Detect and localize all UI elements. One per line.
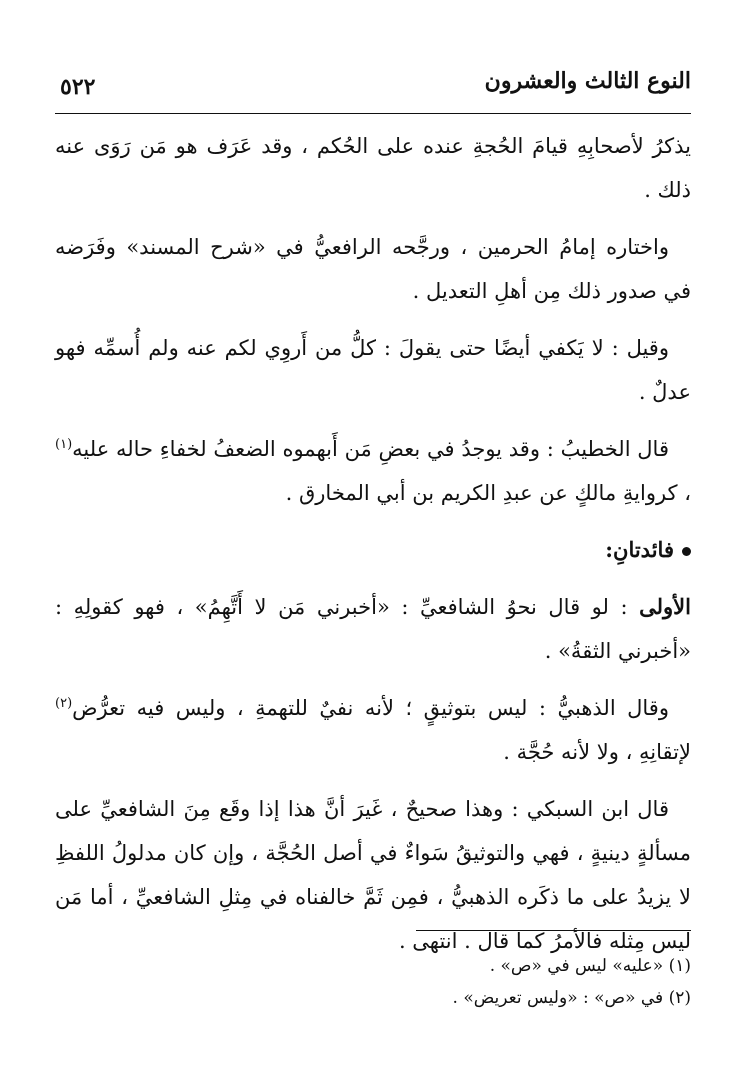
paragraph-5-text: : لو قال نحوُ الشافعيِّ : «أخبرني مَن لا أَتَّهِمُ» ، فهو كقولِهِ : «أخبرني الثقةُ» .	[55, 595, 691, 663]
running-header	[60, 60, 691, 110]
paragraph-2: واختاره إمامُ الحرمين ، ورجَّحه الرافعيُّ في «شرح المسند» وفَرَضه في صدور ذلك مِن أهلِ التعديل .	[55, 235, 691, 303]
paragraph-4	[55, 427, 691, 515]
footnote-1: (١) «عليه» ليس في «ص» .	[489, 956, 691, 976]
section-heading	[55, 528, 691, 572]
header-rule	[55, 113, 691, 114]
footnote-rule	[416, 930, 691, 931]
paragraph-7: قال ابن السبكي : وهذا صحيحٌ ، غَيرَ أنَّ هذا إذا وقَع مِنَ الشافعيِّ على مسألةٍ دينيةٍ ، فهي والتوثيقُ سَواءٌ في أصل الحُجَّة ، وإن كان مدلولُ اللفظِ لا يزيدُ على ما ذكَره الذهبيُّ ، فمِن ثَمَّ خالفناه في مِثلِ الشافعيِّ ، أما مَن ليس مِثله فالأمرُ كما قال . انتهى .	[55, 797, 691, 953]
paragraph-6-text-end: لإتقانِهِ ، ولا لأنه حُجَّة .	[503, 740, 691, 764]
paragraph-5-lead: الأولى	[639, 594, 691, 619]
footnote-marker-2: (٢)	[55, 696, 73, 711]
paragraph-6-text: وقال الذهبيُّ : ليس بتوثيقٍ ؛ لأنه نفيٌ للتهمةِ ، وليس فيه تعرُّض	[72, 696, 669, 720]
main-text	[55, 124, 691, 976]
section-heading-text: فائدتانِ:	[605, 537, 674, 562]
paragraph-6	[55, 686, 691, 774]
paragraph-1: يذكرُ لأصحابِهِ قيامَ الحُجةِ عنده على الحُكم ، وقد عَرَف هو مَن رَوَى عنه ذلك .	[55, 134, 691, 202]
paragraph-4-text: قال الخطيبُ : وقد يوجدُ في بعضِ مَن أَبهموه الضعفُ لخفاءِ حاله عليه	[72, 437, 669, 461]
paragraph-4-text-end: ، كروايةِ مالكٍ عن عبدِ الكريم بن أبي المخارق .	[285, 481, 691, 505]
footnote-marker-1: (١)	[55, 437, 73, 452]
bullet-icon	[682, 547, 691, 556]
paragraph-5	[55, 585, 691, 673]
paragraph-3: وقيل : لا يَكفي أيضًا حتى يقولَ : كلُّ من أَروِي لكم عنه ولم أُسمِّه فهو عدلٌ .	[55, 336, 691, 404]
page-number: ٥٢٢	[60, 74, 96, 100]
footnote-2: (٢) في «ص» : «وليس تعريض» .	[452, 988, 691, 1008]
running-title: النوع الثالث والعشرون	[484, 68, 691, 94]
footnotes	[55, 950, 691, 1014]
